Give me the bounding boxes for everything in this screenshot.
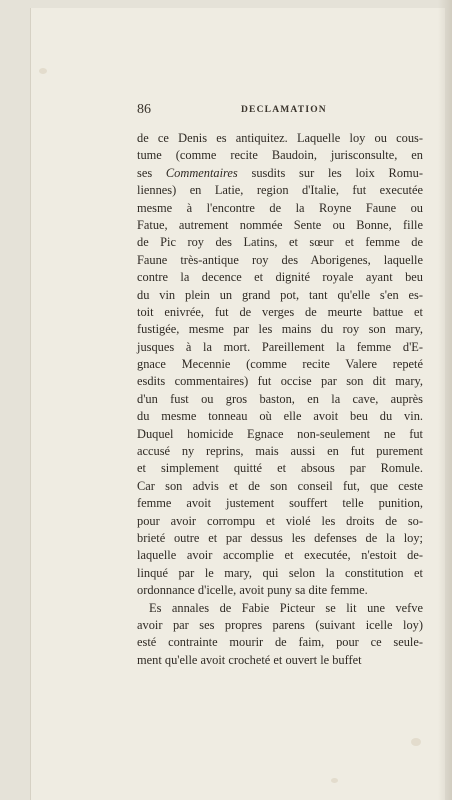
text-line: toit enivrée, fut de verges de meurte battue et [137,304,423,319]
body-text [137,130,423,669]
text-line: Es annales de Fabie Picteur se lit une vefve [149,600,423,615]
text-line: brieté outre et par dessus les defenses de la loy; [137,530,423,545]
text-line: accusé ny reprins, mais aussi en fut purement [137,444,423,459]
text-line: avoir par ses propres parens (suivant icelle loy) [137,617,423,632]
text-line: pour avoir corrompu et violé les droits de so- [137,513,423,528]
text-line: de ce Denis es antiquitez. Laquelle loy ou cous- [137,131,423,145]
foxing-spot [411,738,421,746]
page-edge-shadow [438,0,452,800]
text-line: mesme à l'encontre de la Royne Faune ou [137,200,423,215]
text-line: Duquel homicide Egnace non-seulement ne fut [137,426,423,441]
text-line: esté contrainte mourir de faim, pour ce seule- [137,635,423,650]
text-line: linqué par le mary, qui selon la constitution et [137,565,423,580]
text-line: ordonnance d'icelle, avoit puny sa dite femme. [137,583,368,598]
foxing-spot [39,68,47,74]
foxing-spot [331,778,338,783]
text-line: Faune très-antique roy des Aborigenes, laquelle [137,252,423,267]
text-line: ment qu'elle avoit crocheté et ouvert le buffet [137,652,362,667]
text-line: fustigée, mesme par les mains du roy son mary, [137,322,423,337]
running-title: DECLAMATION [241,105,327,115]
text-line: tume (comme recite Baudoin, jurisconsulte, en [137,148,423,163]
running-head [137,102,423,118]
text-line: du vin plein un grand pot, tant qu'elle s'en es- [137,287,423,302]
text-line: Fatue, autrement nommée Sente ou Bonne, fille [137,217,423,232]
text-line: liennes) en Latie, region d'Italie, fut executée [137,183,423,198]
text-line: ses Commentaires susdits sur les loix Romu- [137,165,423,180]
text-line: gnace Mecennie (comme recite Valere repeté [137,357,423,372]
page-number: 86 [137,102,151,117]
text-line: d'un fust ou gros baston, en la cave, auprès [137,391,423,406]
text-line: contre la decence et dignité royale ayant beu [137,270,423,285]
text-line: femme avoit justement souffert telle punition, [137,496,423,511]
text-line: Car son advis et de son conseil fut, que ceste [137,478,423,493]
text-line: laquelle avoir accomplie et executée, n'estoit de- [137,548,423,563]
text-line: esdits commentaires) fut occise par son dit mary, [137,374,423,389]
text-line: de Pic roy des Latins, et sœur et femme de [137,235,423,250]
text-line: et simplement quitté et absous par Romule. [137,461,423,476]
text-line: du mesme tonneau où elle avoit beu du vin. [137,409,423,424]
text-line: jusques à la mort. Pareillement la femme d'E- [137,339,423,354]
